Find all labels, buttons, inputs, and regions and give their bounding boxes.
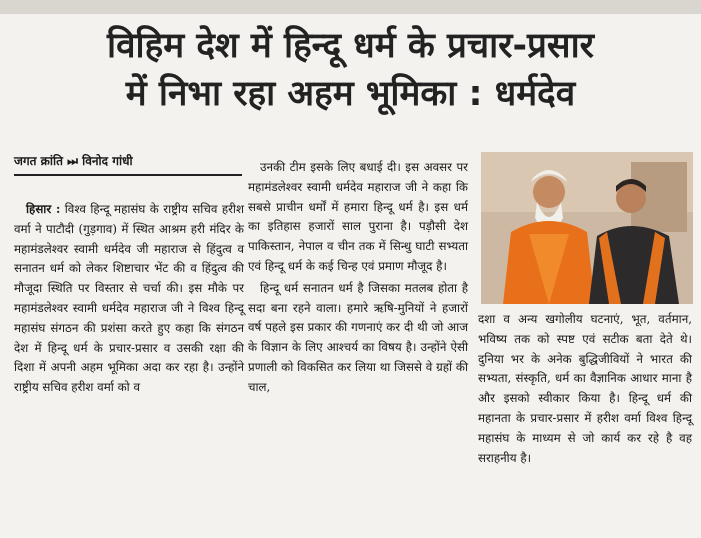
headline-line-2: में निभा रहा अहम भूमिका : धर्मदेव [125,74,576,114]
paragraph [14,200,244,398]
article-column-3 [478,310,692,470]
article-column-2 [248,158,468,400]
headline-line-1: विहिम देश में हिन्दू धर्म के प्रचार-प्रसार [107,26,594,66]
paragraph-text: विश्व हिन्दू महासंघ के राष्ट्रीय सचिव हरीश वर्मा ने पाटौदी (गुड़गाव) में स्थित आश्रम हरी मंदिर के महामंडलेश्वर स्वामी धर्मदेव जी महाराज से हिंदुत्व व सनातन धर्म को लेकर शिष्टाचार भेंट की व हिंदुत्व की मौजूदा स्थिति पर विस्तार से चर्चा की। इस मौके पर महामंडलेश्वर स्वामी धर्मदेव महाराज जी ने विश्व हिन्दू महासंघ संगठन की प्रशंसा करते हुए कहा कि संगठन देश में हिन्दू धर्म के प्रचार-प्रसार व उसकी रक्षा की दिशा में अपनी अहम भूमिका अदा कर रहा है। उन्होंने राष्ट्रीय सचिव हरीश वर्मा को व [14,202,245,395]
top-strip [0,0,701,14]
headline [0,22,701,118]
paragraph: दशा व अन्य खगोलीय घटनाएं, भूत, वर्तमान, भविष्य तक को स्पष्ट एवं सटीक बता देते थे। दुनिया भर के अनेक बुद्धिजीवियों ने भारत की सभ्यता, संस्कृति, धर्म का वैज्ञानिक आधार माना है और इसको स्वीकार किया है। हिन्दू धर्म की महानता के प्रचार-प्रसार में हरीश वर्मा विश्व हिन्दू महासंघ के माध्यम से जो कार्य कर रहे है वह सराहनीय है। [478,312,692,465]
paragraph: उनकी टीम इसके लिए बधाई दी। इस अवसर पर महामंडलेश्वर स्वामी धर्मदेव महाराज जी ने कहा कि सबसे प्राचीन धर्मों में हमारा हिन्दू धर्म है। इस धर्म का इतिहास हजारों साल पुराना है। पड़ौसी देश पाकिस्तान, नेपाल व चीन तक में सिन्धु घाटी सभ्यता एवं हिन्दू धर्म के कई चिन्ह एवं प्रमाण मौजूद है। [248,160,468,273]
dateline: हिसार : [26,202,61,216]
photo-illustration [481,152,693,304]
article-photo [481,152,693,304]
byline: जगत क्रांति ⏭ विनोद गांधी [14,152,242,176]
paragraph: हिन्दू धर्म सनातन धर्म है जिसका मतलब होता है सदा बना रहने वाला। हमारे ऋषि-मुनियों ने हजारों वर्ष पहले इस प्रकार की गणनाएं कर दी थी जो आज के विज्ञान के लिए आश्चर्य का विषय है। उन्होंने ऐसी प्रणाली को विकसित कर लिया था जिससे वे ग्रहों की चाल, [248,280,468,394]
article-column-1 [14,200,244,400]
